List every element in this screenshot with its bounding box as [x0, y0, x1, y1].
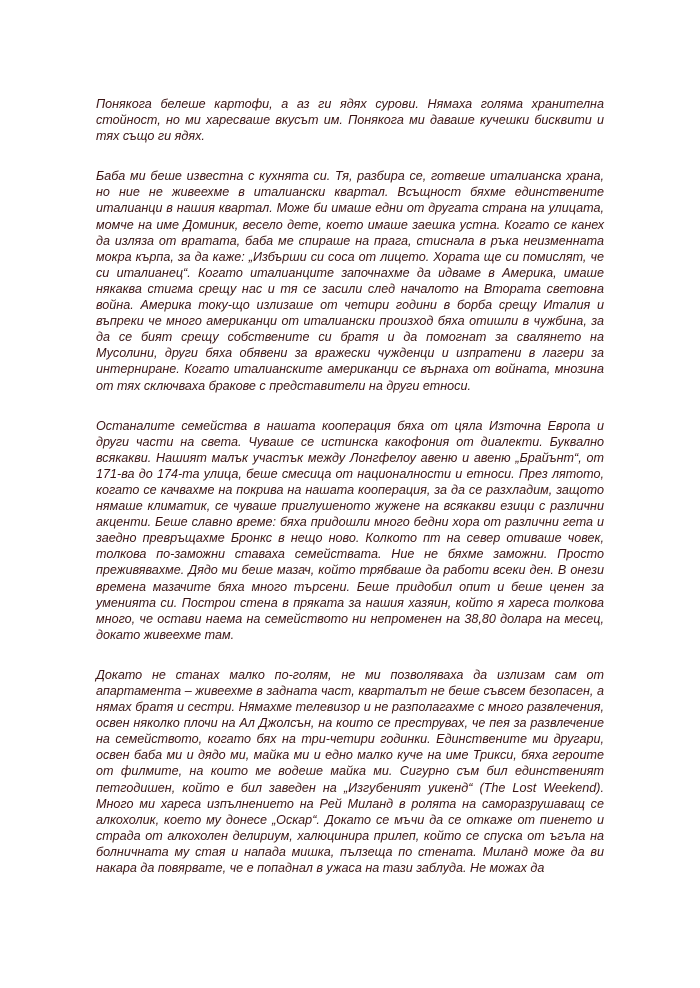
- paragraph: Понякога белеше картофи, а аз ги ядях сурови. Нямаха голяма хранителна стойност, но ми харесваше вкусът им. Понякога ми даваше кучешки бисквити и тях също ги ядях.: [96, 97, 604, 144]
- page-body: [96, 96, 604, 876]
- paragraph: Останалите семейства в нашата кооперация бяха от цяла Източна Европа и други части на света. Чуваше се истинска какофония от диалекти. Буквално всякакви. Нашият малък участък между Лонгфелоу авеню и авеню „Брайънт“, от 171-ва до 174-та улица, беше смесица от националности и етноси. През лятото, когато се качвахме на покрива на нашата кооперация, за да се разхладим, защото нямаше климатик, се чуваше приглушеното жужене на всякакви езици с различни акценти. Беше славно време: бяха придошли много бедни хора от различни гета и заедно превръщахме Бронкс в нещо ново. Колкото пт на север отиваше човек, толкова по-заможни ставаха семействата. Ние не бяхме заможни. Просто преживявахме. Дядо ми беше мазач, който трябваше да работи всеки ден. В онези времена мазачите бяха много търсени. Беше придобил опит и беше ценен за уменията си. Построи стена в пряката за нашия хазяин, който я хареса толкова много, че остави наема на семейството ни непроменен на 38,80 долара на месец, докато живеехме там.: [96, 418, 604, 642]
- paragraph: Баба ми беше известна с кухнята си. Тя, разбира се, готвеше италианска храна, но ние не живеехме в италиански квартал. Всъщност бяхме единствените италианци в нашия квартал. Може би имаше едни от другата страна на улицата, момче на име Доминик, весело дете, което имаше заешка устна. Когато се канех да изляза от вратата, баба ме спираше на прага, стиснала в ръка неизменната мокра кърпа, за да каже: „Избърши си соса от лицето. Хората ще си помислят, че си италианец“. Когато италианците започнахме да идваме в Америка, имаше някаква стигма срещу нас и тя се засили след началото на Втората световна война. Америка току-що излизаше от четири години в борба срещу Италия и въпреки че много американци от италиански произход бяха отишли в чужбина, за да се бият срещу собствените си братя и да помогнат за свалянето на Мусолини, други бяха обявени за вражески чужденци и изпратени в лагери за интерниране. Когато италианските американци се върнаха от войната, мнозина от тях сключваха бракове с представители на други етноси.: [96, 169, 604, 393]
- paragraph: Докато не станах малко по-голям, не ми позволяваха да излизам сам от апартамента – живеехме в задната част, кварталът не беше съвсем безопасен, а нямах братя и сестри. Нямахме телевизор и не разполагахме с много развлечения, освен няколко плочи на Ал Джолсън, на които се преструвах, че пея за развлечение на семейството, когато бях на три-четири годинки. Единствените ми другари, освен баба ми и дядо ми, майка ми и едно малко куче на име Трикси, бяха героите от филмите, на които ме водеше майка ми. Сигурно съм бил единственият петгодишен, който е бил заведен на „Изгубеният уикенд“ (The Lost Weekend). Много ми хареса изпълнението на Рей Миланд в ролята на саморазрушаващ се алкохолик, което му донесе „Оскар“. Докато се мъчи да се откаже от пиенето и страда от алкохолен делириум, халюцинира прилеп, който се спуска от ъгъла на болничната му стая и напада мишка, пълзеща по стената. Миланд може да ви накара да повярвате, че е попаднал в ужаса на тази заблуда. Не можах да: [96, 667, 604, 876]
